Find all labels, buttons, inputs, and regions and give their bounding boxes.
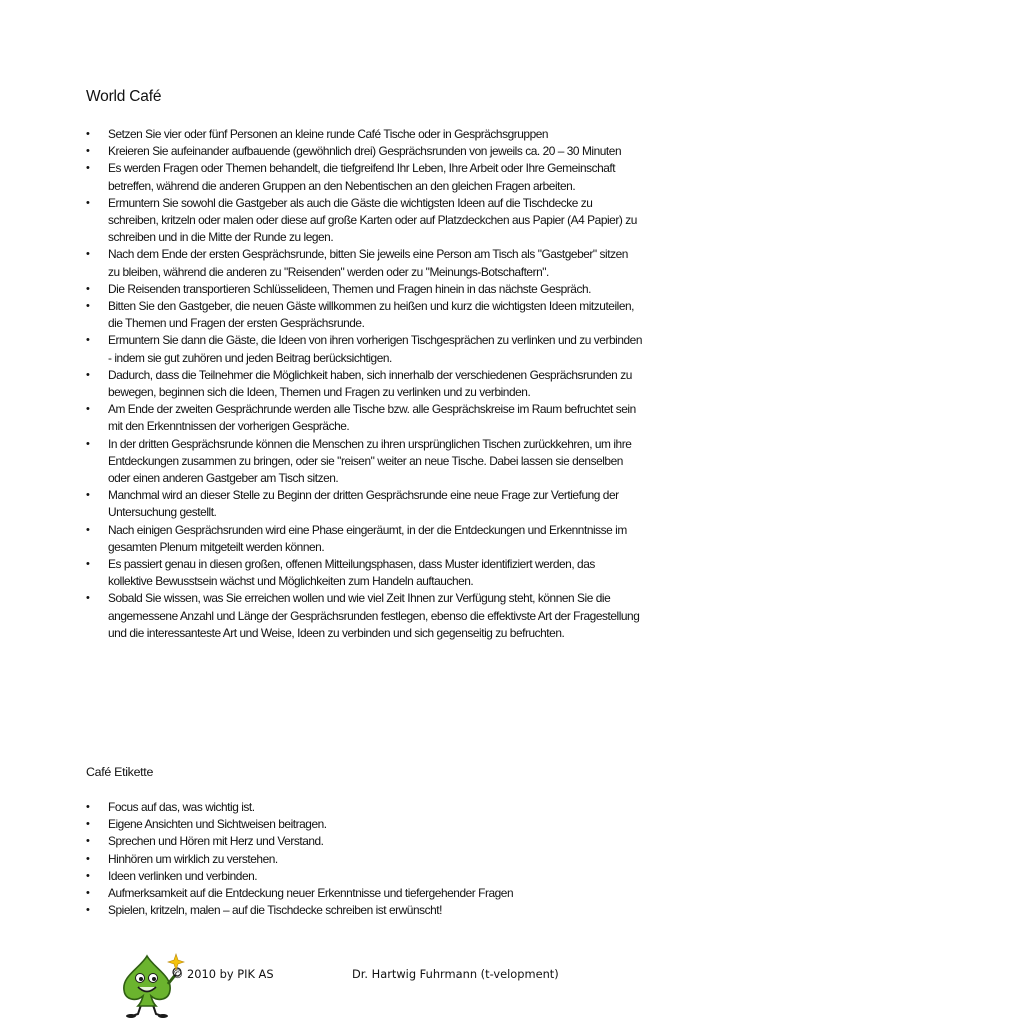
bullet-icon: • [86, 300, 90, 313]
etikette-bullet-list [86, 799, 642, 919]
bullet-item [86, 281, 642, 298]
etikette-item [86, 885, 642, 902]
bullet-item-text: Es werden Fragen oder Themen behandelt, die tiefgreifend Ihr Leben, Ihre Arbeit oder Ihre Gemeinschaft betreffen, während die anderen Gruppen an den Nebentischen an den gleichen Fragen arbeiten. [108, 161, 616, 193]
copyright-text: © 2010 by PIK AS [172, 967, 274, 981]
spade-mascot-icon [112, 950, 188, 1020]
bullet-icon: • [86, 334, 90, 347]
document-title: World Café [86, 88, 162, 105]
bullet-icon: • [86, 558, 90, 571]
bullet-item [86, 401, 642, 435]
bullet-item-text: Am Ende der zweiten Gesprächrunde werden alle Tische bzw. alle Gesprächskreise im Raum befruchtet sein mit den Erkenntnissen der vorherigen Gespräche. [108, 402, 636, 434]
bullet-icon: • [86, 368, 90, 381]
bullet-item-text: Nach einigen Gesprächsrunden wird eine Phase eingeräumt, in der die Entdeckungen und Erkenntnisse im gesamten Plenum mitgeteilt werden können. [108, 522, 627, 554]
bullet-item-text: Nach dem Ende der ersten Gesprächsrunde, bitten Sie jeweils eine Person am Tisch als "Gastgeber" sitzen zu bleiben, während die anderen zu "Reisenden" werden oder zu "Meinungs-Botschaftern". [108, 247, 628, 279]
etikette-item-text: Aufmerksamkeit auf die Entdeckung neuer Erkenntnisse und tiefergehender Fragen [108, 886, 514, 901]
etikette-item [86, 816, 642, 833]
etikette-item-text: Focus auf das, was wichtig ist. [108, 800, 255, 814]
bullet-icon: • [86, 801, 90, 813]
etikette-item [86, 833, 642, 850]
bullet-item-text: Dadurch, dass die Teilnehmer die Möglichkeit haben, sich innerhalb der verschiedenen Gesprächsrunden zu bewegen, beginnen sich die Ideen, Themen und Fragen zu verlinken und zu verbinden. [108, 367, 632, 400]
page-footer [0, 950, 1024, 1024]
bullet-icon: • [86, 489, 90, 502]
bullet-item-text: In der dritten Gesprächsrunde können die Menschen zu ihren ursprünglichen Tischen zurückkehren, um ihre Entdeckungen zusammen zu bringen, oder sie "reisen" weiter an neue Tische. Dabei lassen sie denselben oder einen anderen Gastgeber am Tisch sitzen. [108, 436, 632, 486]
etikette-item-text: Sprechen und Hören mit Herz und Verstand. [108, 834, 324, 849]
bullet-item [86, 298, 642, 332]
bullet-item-text: Bitten Sie den Gastgeber, die neuen Gäste willkommen zu heißen und kurz die wichtigsten Ideen mitzuteilen, die Themen und Fragen der ersten Gesprächsrunde. [108, 299, 635, 331]
author-text: Dr. Hartwig Fuhrmann (t-velopment) [352, 967, 559, 981]
bullet-icon: • [86, 523, 90, 536]
bullet-icon: • [86, 869, 90, 882]
bullet-icon: • [86, 592, 90, 605]
bullet-item [86, 126, 642, 143]
etikette-item [86, 799, 642, 816]
bullet-icon: • [86, 437, 90, 450]
bullet-item [86, 522, 642, 556]
etikette-item-text: Ideen verlinken und verbinden. [108, 868, 258, 883]
main-bullet-list [86, 126, 642, 642]
bullet-item-text: Es passiert genau in diesen großen, offenen Mitteilungsphasen, dass Muster identifiziert werden, das kollektive Bewusstsein wächst und Möglichkeiten zum Handeln auftauchen. [108, 557, 595, 589]
bullet-item [86, 246, 642, 280]
bullet-item-text: Setzen Sie vier oder fünf Personen an kleine runde Café Tische oder in Gesprächsgruppen [108, 127, 549, 141]
bullet-icon: • [86, 403, 90, 416]
bullet-icon: • [86, 196, 90, 209]
bullet-item [86, 143, 642, 160]
bullet-icon: • [86, 282, 90, 295]
bullet-item-text: Kreieren Sie aufeinander aufbauende (gewöhnlich drei) Gesprächsrunden von jeweils ca. 20 – 30 Minuten [108, 144, 622, 159]
bullet-item [86, 195, 642, 247]
etikette-item [86, 851, 642, 868]
etikette-item [86, 868, 642, 885]
etikette-item-text: Hinhören um wirklich zu verstehen. [108, 851, 278, 866]
bullet-icon: • [86, 145, 90, 158]
bullet-icon: • [86, 835, 90, 848]
bullet-item-text: Die Reisenden transportieren Schlüsselideen, Themen und Fragen hinein in das nächste Gespräch. [108, 281, 591, 296]
bullet-icon: • [86, 818, 90, 831]
bullet-icon: • [86, 852, 90, 865]
bullet-item-text: Manchmal wird an dieser Stelle zu Beginn der dritten Gesprächsrunde eine neue Frage zur Vertiefung der Untersuchung gestellt. [108, 488, 619, 520]
bullet-item [86, 590, 642, 642]
bullet-icon: • [86, 162, 90, 175]
bullet-item-text: Ermuntern Sie dann die Gäste, die Ideen von ihren vorherigen Tischgesprächen zu verlinken und zu verbinden - indem sie gut zuhören und jeden Beitrag berücksichtigen. [108, 333, 642, 365]
bullet-item-text: Sobald Sie wissen, was Sie erreichen wollen und wie viel Zeit Ihnen zur Verfügung steht, können Sie die angemessene Anzahl und Länge der Gesprächsrunden festlegen, ebenso die effektivste Art der Fragestellung und die interessanteste Art und Weise, Ideen zu verbinden und sich gegenseitig zu befruchten. [108, 591, 640, 640]
bullet-item [86, 556, 642, 590]
bullet-item [86, 436, 642, 488]
bullet-item [86, 487, 642, 521]
bullet-icon: • [86, 887, 90, 900]
bullet-item [86, 367, 642, 401]
bullet-icon: • [86, 248, 90, 261]
etikette-heading: Café Etikette [86, 765, 154, 779]
etikette-item-text: Eigene Ansichten und Sichtweisen beitragen. [108, 817, 327, 832]
bullet-icon: • [86, 904, 90, 917]
bullet-item [86, 160, 642, 194]
bullet-item [86, 332, 642, 366]
etikette-item-text: Spielen, kritzeln, malen – auf die Tischdecke schreiben ist erwünscht! [108, 903, 442, 918]
bullet-item-text: Ermuntern Sie sowohl die Gastgeber als auch die Gäste die wichtigsten Ideen auf die Tischdecke zu schreiben, kritzeln oder malen oder diese auf große Karten oder auf Platzdeckchen aus Papier (A4 Papier) zu schreiben und in die Mitte der Runde zu legen. [108, 195, 637, 245]
bullet-icon: • [86, 128, 90, 140]
etikette-item [86, 902, 642, 919]
